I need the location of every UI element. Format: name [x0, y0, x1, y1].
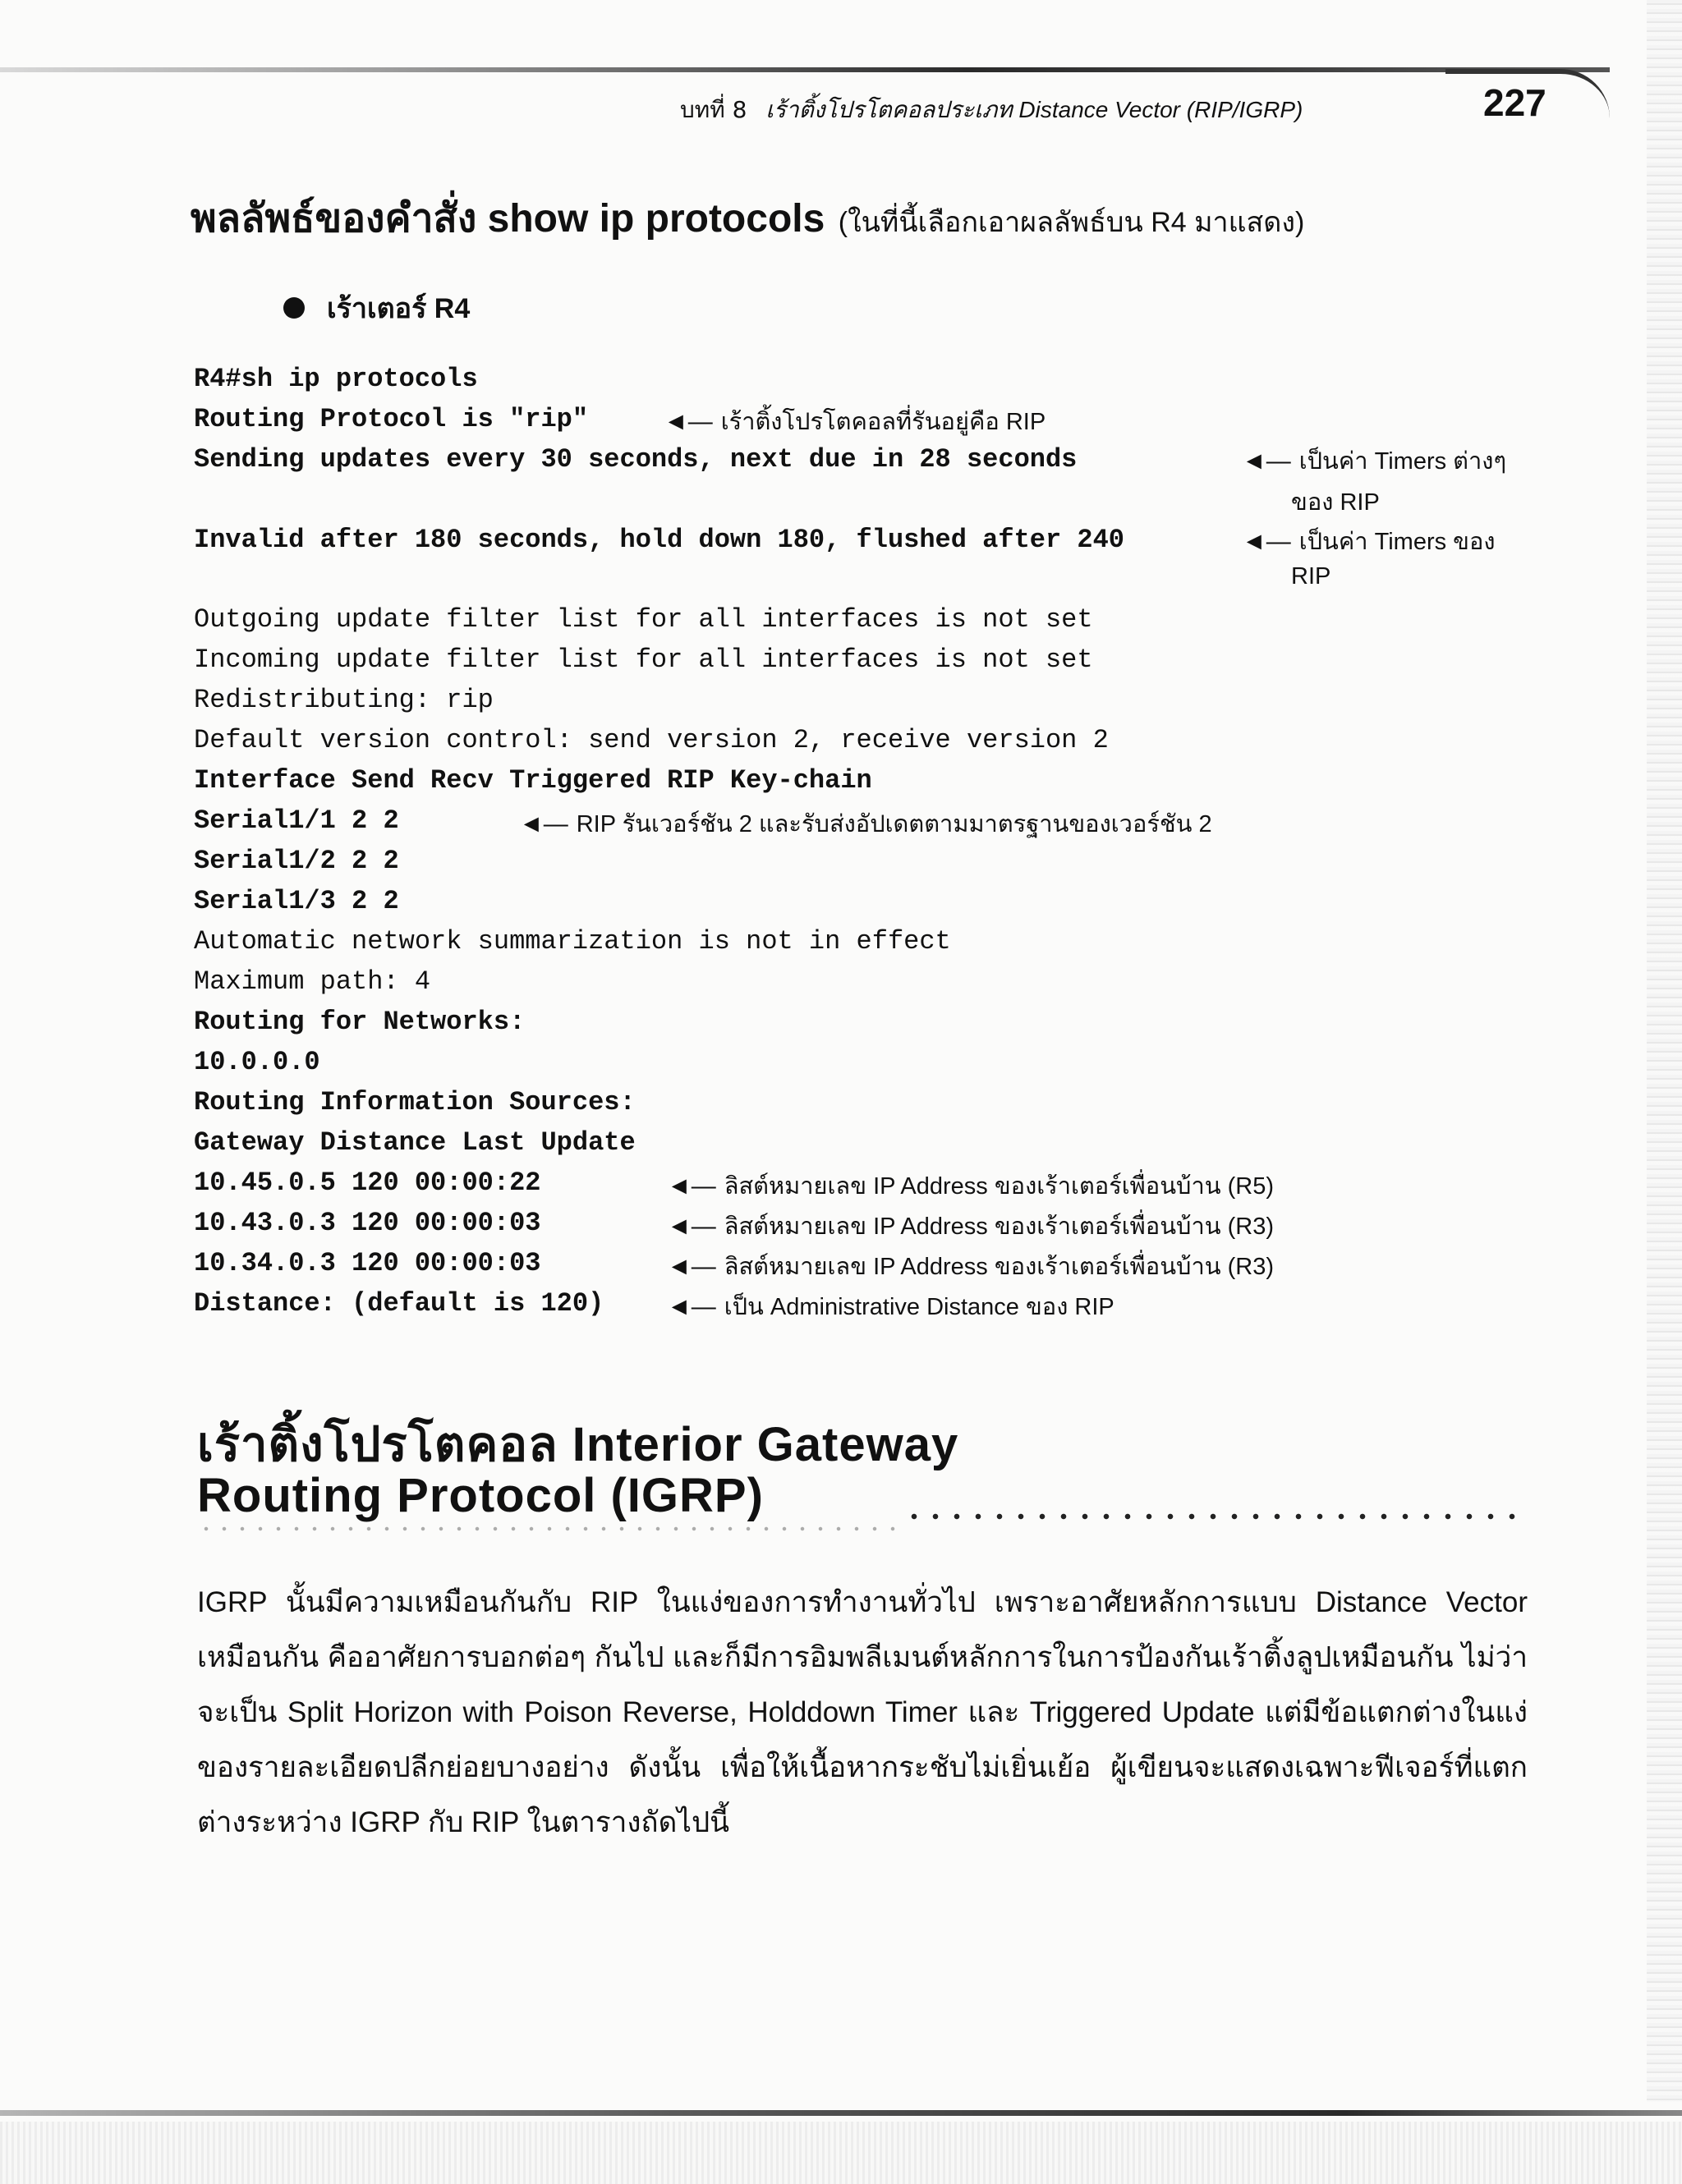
annotation-timers-2: ◄— เป็นค่า Timers ของ [1242, 528, 1496, 555]
arrow-left-icon: ◄— [664, 408, 713, 435]
code-line: Invalid after 180 seconds, hold down 180, flushed after 240 [194, 525, 1124, 555]
code-text: Sending updates every 30 seconds, next due in 28 [194, 444, 967, 475]
arrow-left-icon: ◄— [667, 1172, 716, 1200]
arrow-left-icon: ◄— [1242, 528, 1291, 555]
code-line: Outgoing update filter list for all interfaces is not set [194, 604, 1093, 635]
result-heading [191, 187, 1304, 250]
page-number: 227 [1483, 81, 1546, 124]
page-edge-shadow [1647, 0, 1682, 2102]
code-line: Serial1/2 2 2 [194, 846, 399, 876]
arrow-left-icon: ◄— [667, 1293, 716, 1320]
code-line: Incoming update filter list for all interfaces is not set [194, 645, 1093, 675]
code-line: Routing Protocol is "rip" [194, 404, 589, 434]
annotation-timers-1: ◄— เป็นค่า Timers ต่างๆ [1242, 447, 1507, 475]
section-paragraph: IGRP นั้นมีความเหมือนกันกับ RIP ในแง่ของการทำงานทั่วไป เพราะอาศัยหลักการแบบ Distance Vector เหมือนกัน คืออาศัยการบอกต่อๆ กันไป และก็มีการอิมพลีเมนต์หลักการในการป้องกันเร้าติ้งลูปเหมือนกัน ไม่ว่าจะเป็น Split Horizon with Poison Reverse, Holddown Timer และ Triggered Update แต่มีข้อแตกต่างในแง่ของรายละเอียดปลีกย่อยบางอย่าง ดังนั้น เพื่อให้เนื้อหากระชับไม่เยิ่นเย้อ ผู้เขียนจะแสดงเฉพาะฟีเจอร์ที่แตกต่างระหว่าง IGRP กับ RIP ในตารางถัดไปนี้ [197, 1586, 1528, 1838]
section-dotted-underline [197, 1526, 903, 1532]
section-title-line2: Routing Protocol (IGRP) [197, 1469, 764, 1522]
result-heading-main: พลลัพธ์ของคำสั่ง show ip protocols [191, 197, 825, 241]
header-rule [0, 67, 1610, 72]
code-line [194, 444, 1078, 475]
annotation-timers-2-cont: RIP [1291, 563, 1331, 590]
result-heading-sub: (ในที่นี้เลือกเอาผลลัพธ์บน R4 มาแสดง) [838, 207, 1305, 238]
section-dotted-leader [903, 1512, 1519, 1521]
code-line: Gateway Distance Last Update [194, 1127, 636, 1158]
arrow-left-icon: ◄— [1242, 447, 1291, 475]
chapter-name: เร้าติ้งโปรโตคอลประเภท Distance Vector (RIP/IGRP) [765, 97, 1303, 122]
annotation-neighbor-r3: ◄— ลิสต์หมายเลข IP Address ของเร้าเตอร์เพื่อนบ้าน (R3) [667, 1213, 1274, 1240]
arrow-left-icon: ◄— [519, 810, 568, 837]
footer-scan-texture [0, 2122, 1682, 2184]
code-line: Routing for Networks: [194, 1007, 526, 1037]
arrow-left-icon: ◄— [667, 1213, 716, 1240]
code-line: 10.43.0.3 120 00:00:03 [194, 1208, 541, 1238]
arrow-left-icon: ◄— [667, 1253, 716, 1280]
footer-rule [0, 2110, 1682, 2116]
code-line: Automatic network summarization is not in effect [194, 926, 951, 957]
code-line: Interface Send Recv Triggered RIP Key-chain [194, 765, 872, 796]
code-line: 10.45.0.5 120 00:00:22 [194, 1168, 541, 1198]
code-line: Redistributing: rip [194, 685, 494, 715]
code-line: R4#sh ip protocols [194, 364, 478, 394]
code-line: 10.34.0.3 120 00:00:03 [194, 1248, 541, 1278]
annotation-version: ◄— RIP รันเวอร์ชัน 2 และรับส่งอัปเดตตามมาตรฐานของเวอร์ชัน 2 [519, 810, 1212, 837]
annotation-rip-running: ◄— เร้าติ้งโปรโตคอลที่รันอยู่คือ RIP [664, 408, 1046, 435]
annotation-timers-1-cont: ของ RIP [1291, 489, 1380, 516]
code-line: Routing Information Sources: [194, 1087, 636, 1117]
code-line: Distance: (default is 120) [194, 1288, 604, 1319]
code-line: Serial1/1 2 2 [194, 805, 399, 836]
code-line: Serial1/3 2 2 [194, 886, 399, 916]
code-line: 10.0.0.0 [194, 1047, 320, 1077]
router-label: เร้าเตอร์ R4 [327, 293, 471, 324]
annotation-neighbor-r5: ◄— ลิสต์หมายเลข IP Address ของเร้าเตอร์เพื่อนบ้าน (R5) [667, 1172, 1274, 1200]
chapter-prefix: บทที่ 8 [680, 96, 747, 123]
section-title-line1: เร้าติ้งโปรโตคอล Interior Gateway [197, 1418, 959, 1471]
code-text-bold: seconds [966, 444, 1078, 475]
bullet-icon [283, 297, 305, 319]
code-line: Maximum path: 4 [194, 966, 431, 997]
chapter-title [680, 92, 1303, 128]
code-line: Default version control: send version 2, receive version 2 [194, 725, 1109, 755]
annotation-neighbor-r3: ◄— ลิสต์หมายเลข IP Address ของเร้าเตอร์เพื่อนบ้าน (R3) [667, 1253, 1274, 1280]
annotation-admin-distance: ◄— เป็น Administrative Distance ของ RIP [667, 1293, 1114, 1320]
